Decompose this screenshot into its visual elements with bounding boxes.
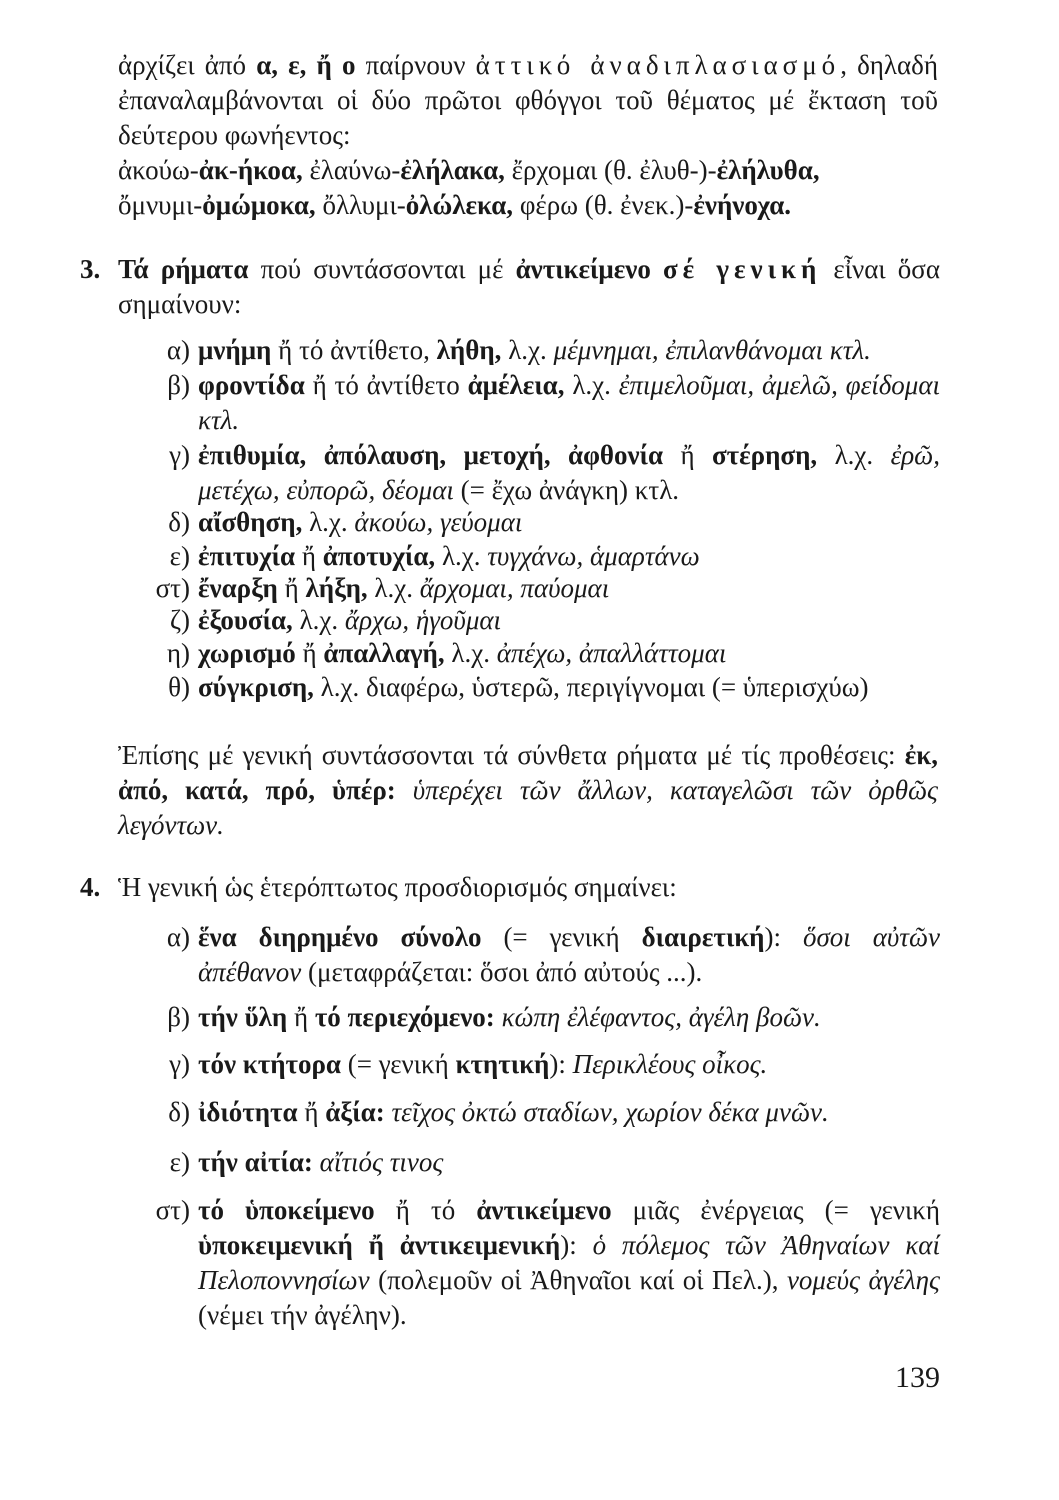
item-example: μέμνημαι, ἐπιλανθάνομαι κτλ.: [553, 335, 871, 365]
item-example: ἐρῶ, μετέχω, εὐπορῶ, δέομαι: [198, 440, 940, 505]
item-bold: τήν αἰτία:: [198, 1147, 313, 1177]
intro-text: δηλαδή ἐπαναλαμβάνονται οἱ δύο πρῶτοι φθόγγοι τοῦ θέματος μέ ἔκταση τοῦ δεύτερου φωνήεντος:: [118, 50, 938, 150]
item-text: λ.χ.: [292, 605, 345, 635]
item-text: ἤ τό ἀντίθετο: [304, 370, 468, 400]
heading-bold-spaced: σέ γενική: [662, 254, 822, 284]
item-text: (πολεμοῦν οἱ Ἀθηναῖοι καί οἱ Πελ.),: [369, 1265, 787, 1295]
example-text: ὄλλυμι-: [315, 190, 406, 220]
intro-examples-2: [118, 188, 938, 223]
item-example: τεῖχος ὀκτώ σταδίων, χωρίον δέκα μνῶν.: [391, 1097, 829, 1127]
item-text: ):: [560, 1230, 593, 1260]
item-bold: ἐξουσία,: [198, 605, 293, 635]
item-bold: ἐπιτυχία: [198, 541, 296, 571]
item-example: ἀκούω, γεύομαι: [354, 507, 523, 537]
section-3-heading: [80, 252, 940, 322]
item-bold: αἴσθηση,: [198, 507, 303, 537]
item-bold: λήθη,: [436, 335, 502, 365]
item-text: ):: [549, 1049, 573, 1079]
item-text: (= γενική: [481, 922, 642, 952]
section-number: 3.: [80, 254, 101, 284]
intro-vowels: α, ε, ἤ ο: [256, 50, 356, 80]
item-text: λ.χ.: [367, 573, 420, 603]
item-label: β): [167, 1002, 190, 1032]
item-label: ε): [169, 541, 190, 571]
list-item: [130, 333, 940, 368]
item-example: ὅσοι αὐτῶν ἀπέθανον: [198, 922, 940, 987]
list-item: [130, 1000, 940, 1035]
item-bold: ὑποκειμενική ἤ ἀντικειμενική: [198, 1230, 561, 1260]
list-item: [130, 368, 940, 438]
item-bold: χωρισμό: [198, 638, 296, 668]
item-example: κώπη ἐλέφαντος, ἀγέλη βοῶν.: [501, 1002, 821, 1032]
example-text: ἐλαύνω-: [302, 155, 401, 185]
heading-text: πού συντάσσονται μέ: [248, 254, 516, 284]
item-example: ἄρχω, ἡγοῦμαι: [344, 605, 502, 635]
item-bold: κτητική: [455, 1049, 550, 1079]
heading-bold: ἀντικείμενο: [515, 254, 651, 284]
item-bold: ἀπαλλαγή,: [323, 638, 445, 668]
item-text: ):: [764, 922, 803, 952]
list-item: [130, 636, 940, 671]
note-text: Ἐπίσης μέ γενική συντάσσονται τά σύνθετα ρήματα μέ τίς προθέσεις:: [118, 740, 905, 770]
item-label: δ): [168, 507, 190, 537]
section-4-heading: [80, 870, 940, 905]
example-text: ἔρχομαι (θ. ἐλυθ-)-: [504, 155, 717, 185]
intro-text: παίρνουν: [355, 50, 476, 80]
item-label: γ): [169, 440, 190, 470]
item-label: ζ): [169, 605, 190, 635]
item-bold: στέρηση,: [711, 440, 818, 470]
item-bold: μνήμη: [198, 335, 272, 365]
item-text: λ.χ. διαφέρω, ὑστερῶ, περιγίγνομαι (= ὑπερισχύω): [313, 672, 869, 702]
item-bold: φροντίδα: [198, 370, 305, 400]
item-bold: ἐπιθυμία, ἀπόλαυση, μετοχή, ἀφθονία: [198, 440, 664, 470]
note-example: ὑπερέχει τῶν ἄλλων, καταγελῶσι τῶν ὀρθῶς λεγόντων.: [118, 775, 938, 840]
item-example: Περικλέους οἶκος.: [572, 1049, 768, 1079]
item-label: ε): [169, 1147, 190, 1177]
list-item: [130, 505, 940, 540]
item-text: (= γενική: [341, 1049, 456, 1079]
item-text: ἤ τό: [374, 1195, 477, 1225]
item-example: νομεύς ἀγέλης: [786, 1265, 940, 1295]
item-bold: τό ὑποκείμενο: [198, 1195, 375, 1225]
list-item: [130, 1193, 940, 1333]
item-label: α): [166, 922, 190, 952]
list-item: [130, 1095, 940, 1130]
list-item: [130, 438, 940, 508]
item-text: λ.χ.: [501, 335, 554, 365]
item-example: αἴτιός τινος: [319, 1147, 444, 1177]
item-label: στ): [155, 573, 190, 603]
item-bold: ἀξία:: [325, 1097, 385, 1127]
list-item: [130, 920, 940, 990]
intro-text: ἀρχίζει ἀπό: [118, 50, 257, 80]
item-bold: διαιρετική: [641, 922, 765, 952]
list-item: [130, 1145, 940, 1180]
item-example: ἀπέχω, ἀπαλλάττομαι: [496, 638, 727, 668]
item-text: ἤ: [295, 638, 324, 668]
item-label: θ): [168, 672, 190, 702]
item-bold: ἀντικείμενο: [476, 1195, 612, 1225]
example-bold: ἐλήλακα,: [400, 155, 505, 185]
example-bold: ἐνήνοχα.: [693, 190, 792, 220]
example-text: φέρω (θ. ἐνεκ.)-: [513, 190, 694, 220]
item-label: η): [166, 638, 190, 668]
heading-bold: Τά ρήματα: [118, 254, 249, 284]
item-text: λ.χ.: [444, 638, 497, 668]
item-text: ἤ: [295, 541, 323, 571]
item-bold: σύγκριση,: [198, 672, 314, 702]
item-bold: ἔναρξη: [198, 573, 278, 603]
item-bold: τόν κτήτορα: [198, 1049, 341, 1079]
item-text: μιᾶς ἐνέργειας (= γενική: [611, 1195, 940, 1225]
item-label: β): [167, 370, 190, 400]
item-label: γ): [169, 1049, 190, 1079]
section-number: 4.: [80, 872, 101, 902]
item-text: ἤ: [287, 1002, 315, 1032]
item-bold: ἀμέλεια,: [467, 370, 565, 400]
intro-text: ,: [840, 50, 847, 80]
item-text: λ.χ.: [564, 370, 619, 400]
example-text: ὄμνυμι-: [118, 190, 203, 220]
example-text: ἀκούω-: [118, 155, 199, 185]
item-text: λ.χ.: [435, 541, 488, 571]
heading-text: Ἡ γενική ὡς ἑτερόπτωτος προσδιορισμός σημαίνει:: [118, 872, 677, 902]
item-text: (νέμει τήν ἀγέλην).: [198, 1300, 407, 1330]
item-example: ἄρχομαι, παύομαι: [419, 573, 610, 603]
list-item: [130, 603, 940, 638]
item-example: τυγχάνω, ἁμαρτάνω: [487, 541, 700, 571]
note-bold: ἐκ, ἀπό, κατά, πρό, ὑπέρ:: [118, 740, 938, 805]
page-number: 139: [895, 1361, 940, 1394]
item-text: [495, 1002, 502, 1032]
item-text: [313, 1147, 320, 1177]
item-text: ἤ τό ἀντίθετο,: [271, 335, 437, 365]
example-bold: ὀλώλεκα,: [405, 190, 514, 220]
item-text: (= ἔχω ἀνάγκη) κτλ.: [453, 475, 680, 505]
example-bold: ἐλήλυθα,: [716, 155, 820, 185]
list-item: [130, 571, 940, 606]
item-bold: τήν ὕλη: [198, 1002, 288, 1032]
intro-examples-1: [118, 153, 938, 188]
item-bold: τό περιεχόμενο:: [314, 1002, 495, 1032]
item-label: δ): [168, 1097, 190, 1127]
item-text: ἤ: [297, 1097, 326, 1127]
item-bold: λήξη,: [305, 573, 368, 603]
item-text: λ.χ.: [302, 507, 355, 537]
item-bold: ἀποτυχία,: [322, 541, 436, 571]
item-label: α): [166, 335, 190, 365]
example-bold: ἀκ-ήκοα,: [198, 155, 303, 185]
item-label: στ): [155, 1195, 190, 1225]
heading-text: εἶναι ὅσα σημαίνουν:: [118, 254, 940, 319]
item-text: λ.χ.: [817, 440, 891, 470]
example-bold: ὀμώμοκα,: [202, 190, 316, 220]
item-example: ὁ πόλεμος τῶν Ἀθηναίων καί Πελοποννησίων: [198, 1230, 940, 1295]
item-text: (μεταφράζεται: ὅσοι ἀπό αὐτούς ...).: [301, 957, 703, 987]
item-text: ἤ: [663, 440, 712, 470]
item-bold: ἕνα διηρημένο σύνολο: [198, 922, 482, 952]
intro-term: ἀττικό ἀναδιπλασιασμό: [475, 50, 841, 80]
list-item: [130, 670, 940, 705]
item-bold: ἰδιότητα: [198, 1097, 298, 1127]
list-item: [130, 539, 940, 574]
item-text: ἤ: [277, 573, 306, 603]
section-3-note: [118, 738, 938, 843]
heading-text: [651, 254, 663, 284]
item-example: ἐπιμελοῦμαι, ἀμελῶ, φείδομαι κτλ.: [198, 370, 940, 435]
intro-paragraph: [118, 48, 938, 153]
list-item: [130, 1047, 940, 1082]
